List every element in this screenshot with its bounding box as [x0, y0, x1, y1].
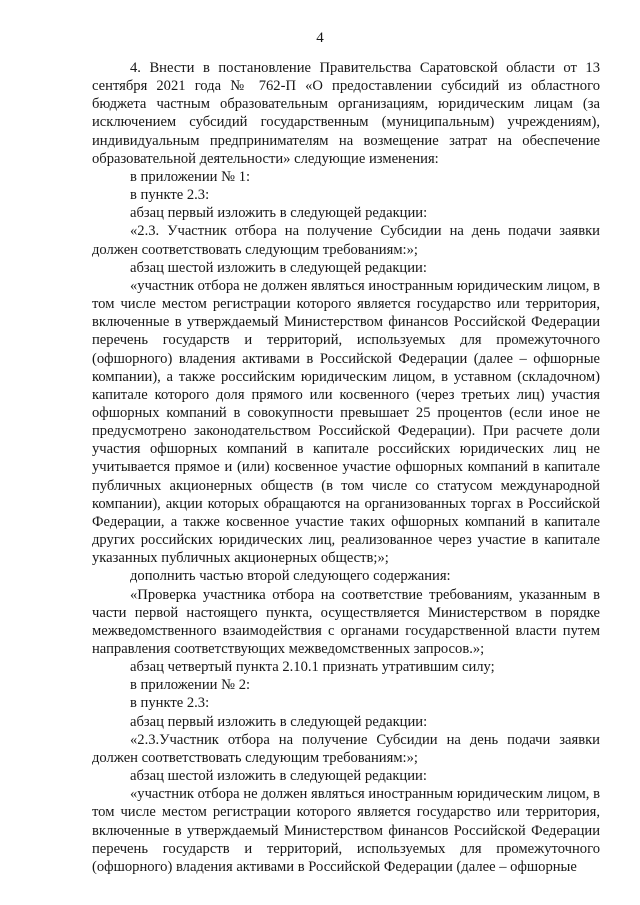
document-body [92, 59, 600, 876]
paragraph-quote-2-3: «2.3. Участник отбора на получение Субсидии на день подачи заявки должен соответствовать следующим требованиям:»; [92, 223, 600, 258]
paragraph-appendix-2: в приложении № 2: [130, 677, 251, 694]
paragraph-clause-2-3-second: в пункте 2.3: [130, 695, 210, 712]
paragraph-first-abzac-second: абзац первый изложить в следующей редакции: [130, 713, 428, 730]
paragraph-first-abzac: абзац первый изложить в следующей редакции: [130, 205, 428, 222]
paragraph-verification: «Проверка участника отбора на соответствие требованиям, указанным в части первой настоящего пункта, осуществляется Министерством в порядке межведомственного взаимодействия с органами государственной власти путем направления соответствующих межведомственных запросов.»; [92, 586, 600, 657]
paragraph-clause-2-3: в пункте 2.3: [130, 187, 210, 204]
paragraph-quote-2-3-second: «2.3.Участник отбора на получение Субсидии на день подачи заявки должен соответствовать следующим требованиям:»; [92, 731, 600, 766]
paragraph-repeal-2-10-1: абзац четвертый пункта 2.10.1 признать утратившим силу; [130, 659, 495, 676]
paragraph-sixth-abzac: абзац шестой изложить в следующей редакции: [130, 259, 427, 276]
page-number: 4 [316, 30, 324, 46]
paragraph-participant-requirements: «участник отбора не должен являться иностранным юридическим лицом, в том числе местом регистрации которого является государство или территория, включенные в утверждаемый Министерством финансов Российской Федерации перечень государств и территорий, используемых для промежуточного (офшорного) владения активами в Российской Федерации (далее – офшорные компании), а также российским юридическим лицом, в уставном (складочном) капитале которого доля прямого или косвенного (через третьих лиц) участия офшорных компаний в совокупности превышает 25 процентов (если иное не предусмотрено законодательством Российской Федерации). При расчете доли участия офшорных компаний в капитале российских юридических лиц не учитывается прямое и (или) косвенное участие офшорных компаний в капитале публичных акционерных обществ (в том числе со статусом международной компании), акции которых обращаются на организованных торгах в Российской Федерации, а также косвенное участие таких офшорных компаний в капитале других российских юридических лиц, реализованное через участие в капитале указанных публичных акционерных обществ;»; [92, 277, 600, 567]
paragraph-appendix-1: в приложении № 1: [130, 168, 251, 185]
paragraph-participant-requirements-second: «участник отбора не должен являться иностранным юридическим лицом, в том числе местом регистрации которого является государство или территория, включенные в утверждаемый Министерством финансов Российской Федерации перечень государств и территорий, используемых для промежуточного (офшорного) владения активами в Российской Федерации (далее – офшорные [92, 786, 600, 875]
paragraph-sixth-abzac-second: абзац шестой изложить в следующей редакции: [130, 768, 427, 785]
paragraph-add-part-two: дополнить частью второй следующего содержания: [130, 568, 451, 585]
paragraph-amendment-intro: 4. Внести в постановление Правительства Саратовской области от 13 сентября 2021 года № 762-П «О предоставлении субсидий из областного бюджета частным образовательным организациям, юридическим лицам (за исключением субсидий государственным (муниципальным) учреждениям), индивидуальным предпринимателям на возмещение затрат на обеспечение образовательной деятельности» следующие изменения: [92, 60, 600, 167]
